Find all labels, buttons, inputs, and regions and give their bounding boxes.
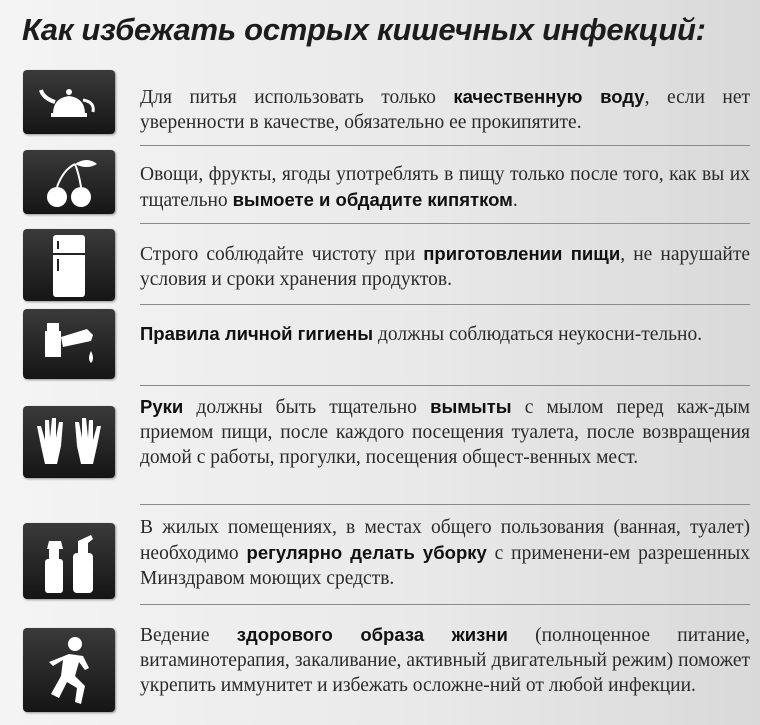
gloves-icon — [23, 406, 115, 478]
divider — [140, 604, 750, 605]
runner-icon — [23, 628, 115, 712]
item-text: Для питья использовать только качественную воду, если нет уверенности в качестве, обязательно ее прокипятите. — [140, 86, 751, 133]
item-text: Ведение здорового образа жизни (полноценное питание, витаминотерапия, закаливание, активный двигательный режим) поможет укрепить иммунитет и избежать осложне-ний от любой инфекции. — [140, 624, 750, 696]
item-text: Правила личной гигиены должны соблюдаться неукосни-тельно. — [140, 323, 703, 345]
item-text: Руки должны быть тщательно вымыты с мылом перед каж-дым приемом пищи, после каждого посещения туалета, после возвращения домой с работы, прогулки, посещения общест-венных мест. — [140, 396, 750, 468]
divider — [140, 304, 750, 305]
divider — [140, 504, 750, 505]
spray-bottles-icon — [23, 523, 115, 599]
item-text: Овощи, фрукты, ягоды употреблять в пищу только после того, как вы их тщательно вымоете и обдадите кипятком. — [140, 164, 750, 211]
faucet-icon — [23, 309, 115, 379]
kettle-icon — [23, 70, 115, 134]
divider — [140, 223, 750, 224]
divider — [140, 385, 750, 386]
item-text: В жилых помещениях, в местах общего пользования (ванная, туалет) необходимо регулярно делать уборку с применени-ем разрешенных Минздравом моющих средств. — [140, 517, 751, 589]
divider — [140, 145, 750, 146]
poster-title: Как избежать острых кишечных инфекций: — [22, 12, 706, 47]
refrigerator-icon — [23, 229, 115, 301]
cherries-icon — [23, 150, 115, 214]
item-text: Строго соблюдайте чистоту при приготовлении пищи, не нарушайте условия и сроки хранения продуктов. — [140, 243, 751, 290]
